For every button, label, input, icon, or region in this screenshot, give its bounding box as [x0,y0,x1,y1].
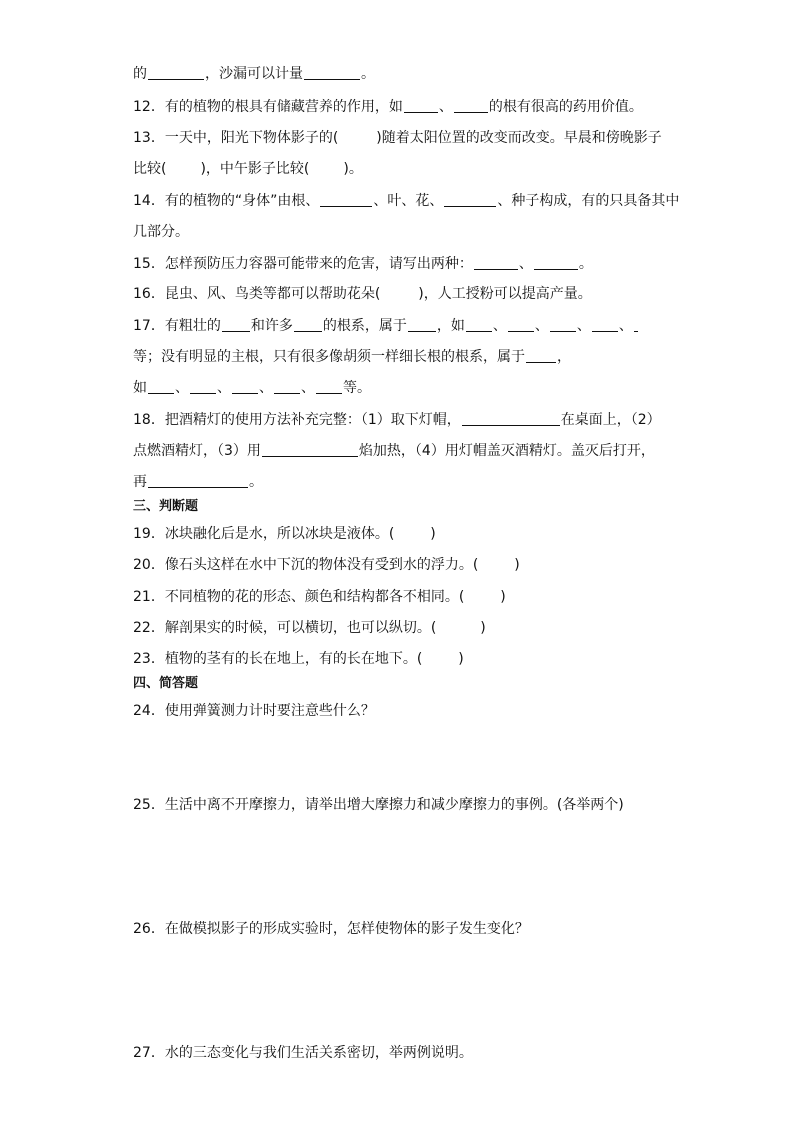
answer-blank[interactable] [316,379,342,394]
answer-blank[interactable] [274,379,300,394]
text: 12．有的植物的根具有储藏营养的作用，如 [133,99,403,115]
section-heading-judge: 三、判断题 [133,499,199,514]
answer-blank[interactable] [148,473,248,488]
question-16 [133,284,666,304]
answer-blank[interactable] [190,379,216,394]
text: ) [514,557,520,573]
text: 、 [259,380,273,396]
question-27: 27．水的三态变化与我们生活关系密切，举两例说明。 [133,1045,473,1061]
text: ) [458,651,464,667]
question-17-line2 [133,347,666,367]
text: ， [557,349,571,365]
answer-blank[interactable] [462,411,560,426]
text: 、 [175,380,189,396]
answer-blank[interactable] [444,192,496,207]
question-25: 25．生活中离不开摩擦力，请举出增大摩擦力和减少摩擦力的事例。(各举两个) [133,797,624,813]
text: 17．有粗壮的 [133,318,221,334]
answer-blank[interactable] [304,65,360,80]
text: ，沙漏可以计量 [205,66,303,82]
text: 的根有很高的药用价值。 [488,99,643,115]
text: 21．不同植物的花的形态、颜色和结构都各不相同。( [133,589,465,605]
text: 等。 [343,380,371,396]
text: 20．像石头这样在水中下沉的物体没有受到水的浮力。( [133,557,479,573]
text: 比较( [133,161,167,177]
question-18-line2 [133,441,666,461]
question-21 [133,587,666,607]
text: 。 [249,474,263,490]
question-13-line2 [133,159,666,179]
question-13 [133,128,666,148]
text: 的根系，属于 [322,318,407,334]
text: ) [480,620,486,636]
text: 、种子构成，有的只具备其中 [497,193,680,209]
answer-blank[interactable] [634,317,638,332]
question-11-continued [133,64,666,84]
text: 13．一天中，阳光下物体影子的( [133,130,339,146]
answer-blank[interactable] [320,192,372,207]
question-14 [133,191,680,211]
text: ) [500,589,506,605]
answer-blank[interactable] [508,317,534,332]
text: 再 [133,474,147,490]
question-19 [133,524,666,544]
text: )，中午影子比较( [200,161,310,177]
text: 、 [618,318,633,334]
text: 焰加热，（4）用灯帽盖灭酒精灯。盖灭后打开， [358,443,655,459]
answer-blank[interactable] [466,317,492,332]
question-24: 24．使用弹簧测力计时要注意些什么？ [133,703,375,719]
text: 、 [518,256,533,272]
answer-blank[interactable] [404,98,438,113]
answer-blank[interactable] [526,348,556,363]
answer-blank[interactable] [222,317,250,332]
text: )，人工授粉可以提高产量。 [418,286,592,302]
answer-blank[interactable] [262,442,358,457]
text: 和许多 [250,318,293,334]
question-12 [133,97,666,117]
text: )。 [343,161,363,177]
text: 15．怎样预防压力容器可能带来的危害，请写出两种： [133,256,473,272]
question-23 [133,649,666,669]
text: 点燃酒精灯，（3）用 [133,443,261,459]
text: )随着太阳位置的改变而改变。早晨和傍晚影子 [376,130,662,146]
question-22 [133,618,666,638]
question-18-line3 [133,472,666,492]
question-14-line2 [133,222,666,242]
text: 、 [438,99,453,115]
text: 、 [492,318,507,334]
text: 如 [133,380,147,396]
question-15 [133,254,666,274]
answer-blank[interactable] [550,317,576,332]
text: 16．昆虫、风、鸟类等都可以帮助花朵( [133,286,381,302]
answer-blank[interactable] [408,317,436,332]
section-heading-short-answer: 四、简答题 [133,676,199,691]
answer-blank[interactable] [454,98,488,113]
text: 在桌面上，（2） [560,412,661,428]
answer-blank[interactable] [534,255,578,270]
text: 、 [534,318,549,334]
text: ) [430,526,436,542]
question-18 [133,410,666,430]
text: 14．有的植物的“身体”由根、 [133,193,320,209]
text: 几部分。 [133,224,189,240]
answer-blank[interactable] [148,65,204,80]
answer-blank[interactable] [474,255,518,270]
answer-blank[interactable] [294,317,322,332]
question-17-line3 [133,378,666,398]
answer-blank[interactable] [232,379,258,394]
text: 、叶、花、 [373,193,444,209]
text: 。 [578,256,593,272]
text: 。 [361,66,375,82]
answer-blank[interactable] [148,379,174,394]
text: ，如 [436,318,465,334]
text: 、 [301,380,315,396]
question-20 [133,555,666,575]
text: 、 [576,318,591,334]
text: 19．冰块融化后是水，所以冰块是液体。( [133,526,395,542]
text: 22．解剖果实的时候，可以横切，也可以纵切。( [133,620,437,636]
text: 等；没有明显的主根，只有很多像胡须一样细长根的根系，属于 [133,349,525,365]
text: 、 [217,380,231,396]
question-17 [133,316,666,336]
text: 23．植物的茎有的长在地上，有的长在地下。( [133,651,423,667]
text: 的 [133,66,147,82]
text: 18．把酒精灯的使用方法补充完整：（1）取下灯帽， [133,412,461,428]
question-26: 26．在做模拟影子的形成实验时，怎样使物体的影子发生变化？ [133,921,529,937]
answer-blank[interactable] [592,317,618,332]
